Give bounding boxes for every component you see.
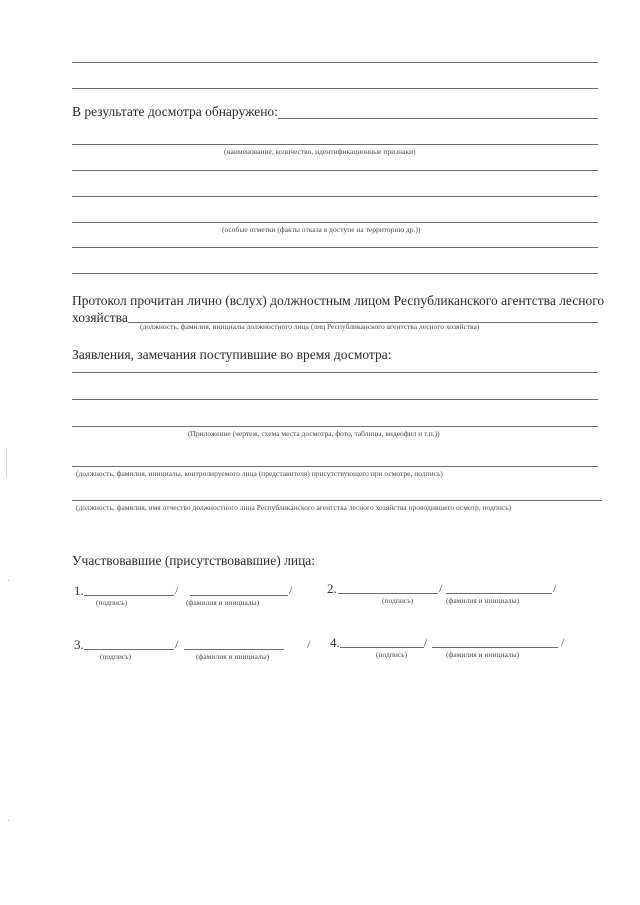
- official-caption: (должность, фамилия, имя отчество должностного лица Республиканского агентства лесного хозяйства проводившего осмотр, подпись): [76, 503, 512, 512]
- name-line: [432, 647, 558, 648]
- name-caption: (фамилия и инициалы): [186, 598, 260, 607]
- blank-line: [72, 273, 598, 274]
- protocol-caption: (должность, фамилия, инициалы должностного лица (лиц Республиканского агентства лесного хозяйства): [140, 322, 480, 331]
- blank-line: [72, 426, 598, 427]
- scan-speck: [6, 448, 7, 478]
- notes-caption: (особые отметки (факты отказа в доступе на территорию др.)): [222, 225, 421, 234]
- participants-title: Участвовавшие (присутствовавшие) лица:: [72, 553, 316, 568]
- blank-line: [72, 170, 598, 171]
- official-line: [72, 500, 602, 501]
- signature-caption: (подпись): [100, 652, 132, 661]
- name-line: [184, 649, 284, 650]
- slash: /: [439, 581, 443, 595]
- blank-line: [72, 399, 598, 400]
- slash: /: [561, 635, 565, 649]
- found-caption: (наименование, количество, идентификационные признаки): [224, 147, 416, 156]
- participant-number: 1.: [74, 583, 84, 598]
- blank-line: [72, 88, 598, 89]
- participant-number: 2.: [327, 581, 337, 596]
- protocol-text-line1: Протокол прочитан лично (вслух) должностным лицом Республиканского агентства лесного: [72, 293, 605, 308]
- protocol-text-line2: хозяйства: [72, 310, 128, 325]
- found-label: В результате досмотра обнаружено:: [72, 104, 278, 119]
- signature-caption: (подпись): [376, 650, 408, 659]
- blank-line: [72, 372, 598, 373]
- statements-label: Заявления, замечания поступившие во время досмотра:: [72, 347, 392, 362]
- blank-line: [72, 222, 598, 223]
- slash: /: [175, 637, 179, 651]
- blank-line: [72, 196, 598, 197]
- name-caption: (фамилия и инициалы): [446, 596, 520, 605]
- scan-speck: [8, 820, 9, 821]
- name-caption: (фамилия и инициалы): [196, 652, 270, 661]
- name-line: [446, 593, 552, 594]
- slash: /: [307, 637, 311, 651]
- controlled-line: [72, 466, 598, 467]
- participant-number: 4.: [330, 635, 340, 650]
- slash: /: [289, 583, 293, 597]
- controlled-caption: (должность, фамилия, инициалы, контролируемого лица (представителя) присутствующего при осмотре, подпись): [76, 469, 443, 478]
- participant-number: 3.: [74, 637, 84, 652]
- blank-line: [72, 144, 598, 145]
- appendix-caption: (Приложение (чертеж, схема места досмотра, фото, таблицы, видеофил и т.п.)): [188, 429, 440, 438]
- scan-speck: [8, 580, 9, 581]
- signature-caption: (подпись): [96, 598, 128, 607]
- signature-caption: (подпись): [382, 596, 414, 605]
- found-line: [278, 118, 598, 119]
- blank-line: [72, 62, 598, 63]
- name-caption: (фамилия и инициалы): [446, 650, 520, 659]
- slash: /: [553, 581, 557, 595]
- blank-line: [72, 247, 598, 248]
- signature-line: [340, 647, 424, 648]
- slash: /: [175, 583, 179, 597]
- signature-line: [84, 595, 174, 596]
- signature-line: [338, 593, 438, 594]
- name-line: [190, 595, 288, 596]
- slash: /: [424, 635, 428, 649]
- signature-line: [84, 649, 174, 650]
